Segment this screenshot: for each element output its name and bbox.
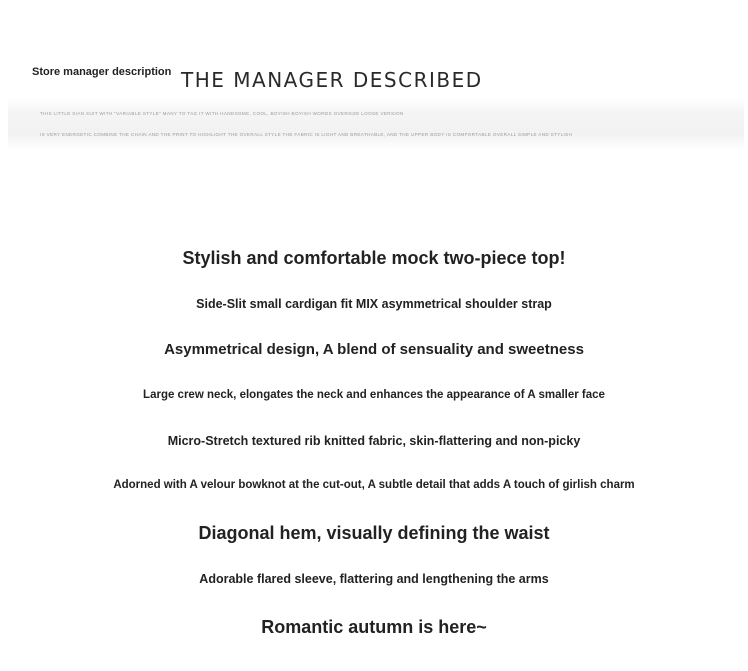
feature-line: Micro-Stretch textured rib knitted fabric, skin-flattering and non-picky xyxy=(167,434,581,448)
feature-line: Side-Slit small cardigan fit MIX asymmetrical shoulder strap xyxy=(196,297,552,311)
description-banner xyxy=(8,98,744,150)
feature-headline: Stylish and comfortable mock two-piece top! xyxy=(182,248,566,268)
feature-line: Large crew neck, elongates the neck and enhances the appearance of A smaller face xyxy=(143,389,605,401)
section-title: THE MANAGER DESCRIBED xyxy=(181,68,483,92)
banner-text-line-1: THIS LITTLE SIAN SUIT WITH "VARIABLE STYLE" MANY TO TAG IT WITH HANDSOME, COOL, BOYISH BOYISH WORDS OVERSIZE LOOSE VERSION xyxy=(40,111,404,116)
feature-line: Diagonal hem, visually defining the waist xyxy=(198,523,550,543)
feature-line: Asymmetrical design, A blend of sensuality and sweetness xyxy=(164,341,584,358)
feature-line: Adorned with A velour bowknot at the cut-out, A subtle detail that adds A touch of girlish charm xyxy=(113,479,635,491)
feature-closing: Romantic autumn is here~ xyxy=(261,617,487,637)
store-manager-label: Store manager description xyxy=(32,66,172,78)
banner-text-line-2: IS VERY ENERGETIC COMBINE THE CHAIN AND THE PRINT TO HIGHLIGHT THE OVERALL STYLE THE FABRIC IS LIGHT AND BREATHABLE, AND THE UPPER BODY IS COMFORTABLE OVERALL SIMPLE AND STYLISH xyxy=(40,132,573,137)
feature-line: Adorable flared sleeve, flattering and lengthening the arms xyxy=(199,572,549,586)
